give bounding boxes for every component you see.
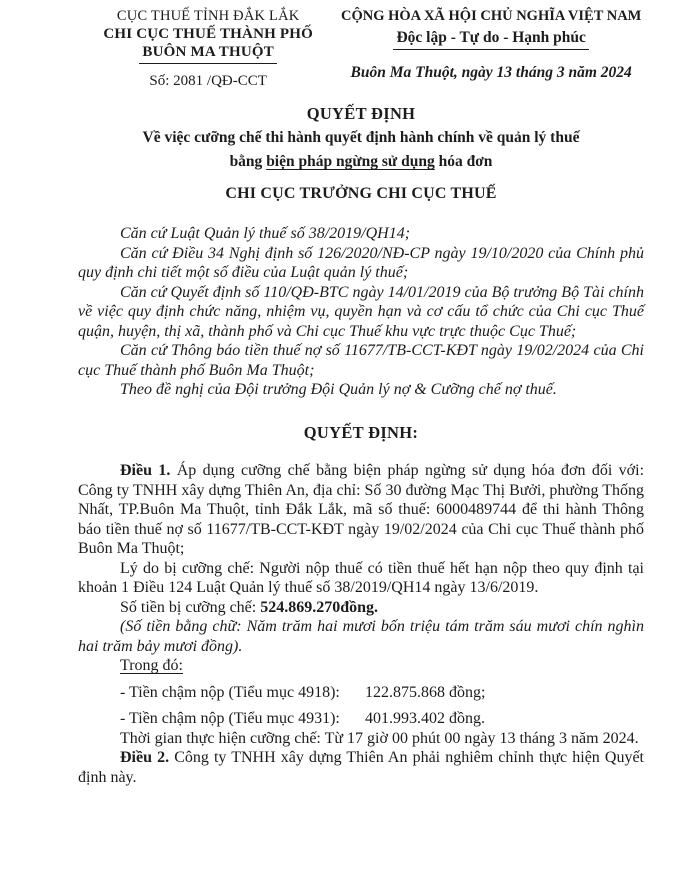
breakdown-row: [78, 683, 644, 703]
title-block: [78, 104, 644, 203]
subject-suffix: hóa đơn: [434, 153, 493, 170]
national-header-block: [338, 7, 644, 90]
enforced-amount-value: 524.869.270đồng.: [260, 598, 379, 616]
subject-underlined-phrase: biện pháp ngừng sử dụng: [266, 153, 435, 170]
article-1: [78, 461, 644, 559]
issuing-agency-parent: CỤC THUẾ TỈNH ĐẮK LẮK: [116, 8, 300, 24]
issuing-agency-block: [78, 7, 338, 90]
article-2: [78, 748, 644, 787]
recitals-section: [78, 224, 644, 400]
breakdown-amount: 122.875.868 đồng;: [365, 683, 486, 701]
enforced-amount-line: [78, 598, 644, 618]
recital-decree: Căn cứ Điều 34 Nghị định số 126/2020/NĐ-CP ngày 19/10/2020 của Chính phủ quy định chi tiết một số điều của Luật quản lý thuế;: [78, 244, 644, 281]
national-motto: CỘNG HÒA XÃ HỘI CHỦ NGHĨA VIỆT NAM: [340, 8, 642, 24]
decision-heading: QUYẾT ĐỊNH:: [303, 422, 419, 442]
decision-title: QUYẾT ĐỊNH: [306, 104, 416, 123]
breakdown-label: - Tiền chậm nộp (Tiểu mục 4931):: [120, 710, 340, 727]
subject-prefix: bằng: [229, 153, 267, 170]
article-1-body: Áp dụng cưỡng chế bằng biện pháp ngừng sử dụng hóa đơn đối với: Công ty TNHH xây dựng Thiên An, địa chỉ: Số 30 đường Mạc Thị Bưởi, phường Thống Nhất, TP.Buôn Ma Thuột, tỉnh Đắk Lắk, mã số thuế: 6000489744 để thi hành Thông báo tiền thuế nợ số 11677/TB-CCT-KĐT ngày 19/02/2024 của Chi cục Thuế thành phố Buôn Ma Thuột;: [78, 462, 645, 557]
document-body: [78, 224, 644, 787]
breakdown-heading-line: [78, 656, 644, 676]
issuing-agency-name-line2: [78, 43, 338, 64]
recital-law: Căn cứ Luật Quản lý thuế số 38/2019/QH14;: [120, 225, 411, 242]
breakdown-row: [78, 709, 644, 729]
decision-subject-line2: [78, 151, 644, 172]
national-slogan-underline: Độc lập - Tự do - Hạnh phúc: [393, 29, 588, 50]
issuing-agency-name-line1: CHI CỤC THUẾ THÀNH PHỐ: [103, 26, 314, 42]
recital-proposal: Theo đề nghị của Đội trưởng Đội Quản lý nợ & Cưỡng chế nợ thuế.: [120, 381, 557, 398]
recital-tax-debt-notice: Căn cứ Thông báo tiền thuế nợ số 11677/TB-CCT-KĐT ngày 19/02/2024 của Chi cục Thuế thành phố Buôn Ma Thuột;: [78, 342, 644, 379]
place-and-date: Buôn Ma Thuột, ngày 13 tháng 3 năm 2024: [350, 64, 632, 81]
breakdown-heading: Trong đó:: [120, 657, 183, 674]
agency-name-underline: BUÔN MA THUỘT: [139, 43, 277, 64]
document-header: [78, 7, 644, 90]
document-number: Số: 2081 /QĐ-CCT: [149, 73, 267, 89]
breakdown-amount: 401.993.402 đồng.: [365, 710, 485, 727]
enforcement-time: Thời gian thực hiện cưỡng chế: Từ 17 giờ 00 phút 00 ngày 13 tháng 3 năm 2024.: [120, 729, 639, 747]
article-2-body: Công ty TNHH xây dựng Thiên An phải nghiêm chỉnh thực hiện Quyết định này.: [78, 749, 644, 786]
article-1-label: Điều 1.: [120, 462, 171, 479]
national-slogan: [338, 29, 644, 50]
recital-decision-110: Căn cứ Quyết định số 110/QĐ-BTC ngày 14/01/2019 của Bộ trưởng Bộ Tài chính về việc quy định chức năng, nhiệm vụ, quyền hạn và cơ cấu tổ chức của Chi cục Thuế quận, huyện, thị xã, thành phố và Chi cục Thuế khu vực trực thuộc Cục Thuế;: [78, 283, 644, 340]
enforced-amount-label: Số tiền bị cưỡng chế:: [120, 598, 261, 616]
amount-in-words: (Số tiền bằng chữ: Năm trăm hai mươi bốn triệu tám trăm sáu mươi chín nghìn hai trăm bảy mươi đồng).: [78, 618, 644, 655]
enforcement-reason: Lý do bị cưỡng chế: Người nộp thuế có tiền thuế hết hạn nộp theo quy định tại khoản 1 Điều 124 Luật Quản lý thuế số 38/2019/QH14 ngày 13/6/2019.: [78, 559, 644, 596]
issuer-title: CHI CỤC TRƯỞNG CHI CỤC THUẾ: [225, 185, 497, 202]
article-2-label: Điều 2.: [120, 749, 170, 766]
breakdown-label: - Tiền chậm nộp (Tiểu mục 4918):: [120, 683, 340, 701]
decision-subject-line1: Về việc cưỡng chế thi hành quyết định hành chính về quản lý thuế: [142, 129, 580, 146]
